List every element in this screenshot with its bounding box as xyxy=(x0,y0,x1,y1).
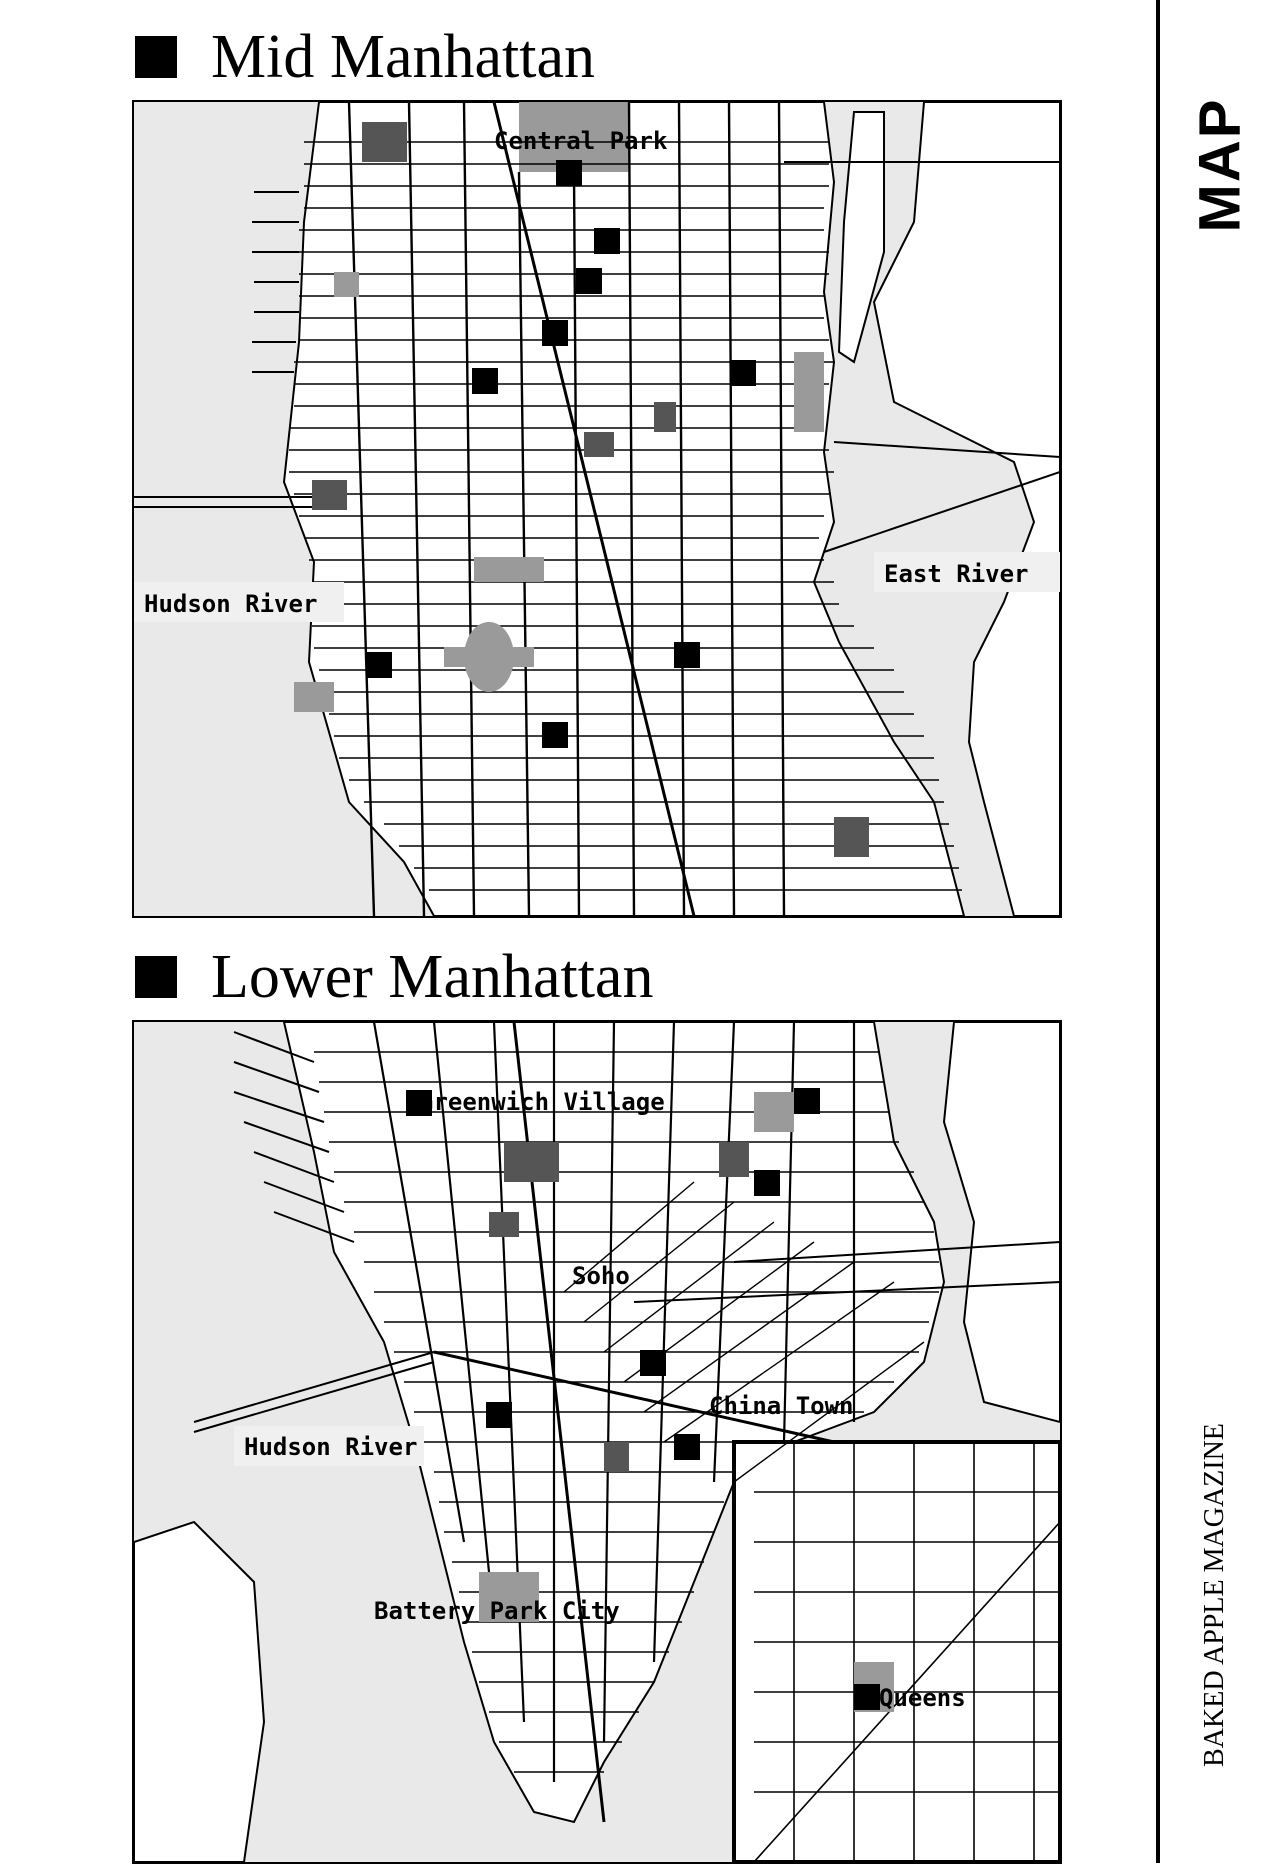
china-town-label: China Town xyxy=(709,1392,854,1420)
poi-marker xyxy=(754,1170,780,1196)
poi-marker xyxy=(472,368,498,394)
brooklyn-land xyxy=(944,1022,1060,1422)
mid-manhattan-heading xyxy=(135,22,595,92)
poi-marker xyxy=(854,1684,880,1710)
poi-marker xyxy=(542,722,568,748)
roosevelt-island xyxy=(839,112,884,362)
queens-label: Queens xyxy=(879,1684,966,1712)
battery-park-city-label: Battery Park City xyxy=(374,1597,620,1625)
poi-marker xyxy=(594,228,620,254)
inset-divider xyxy=(734,1442,1060,1862)
hudson-river-label: Hudson River xyxy=(144,590,318,618)
heading-bullet-square xyxy=(135,36,177,78)
lower-manhattan-title: Lower Manhattan xyxy=(211,943,654,1011)
poi-marker xyxy=(674,642,700,668)
lower-manhattan-heading xyxy=(135,942,653,1012)
publication-credit xyxy=(1185,1395,1245,1795)
poi-marker xyxy=(366,652,392,678)
greenwich-village-label: Greenwich Village xyxy=(419,1088,665,1116)
poi-marker xyxy=(542,320,568,346)
mid-manhattan-title: Mid Manhattan xyxy=(211,23,595,91)
map-section-tab xyxy=(1185,90,1255,240)
sidebar-divider xyxy=(1156,0,1160,1863)
map-tab-label: MAP xyxy=(1187,97,1253,233)
hudson-river-label: Hudson River xyxy=(244,1433,418,1461)
central-park-label: Central Park xyxy=(494,127,668,155)
east-river-label: East River xyxy=(884,560,1029,588)
poi-marker xyxy=(674,1434,700,1460)
poi-marker xyxy=(576,268,602,294)
poi-marker xyxy=(730,360,756,386)
publication-name: BAKED APPLE MAGAZINE xyxy=(1199,1423,1230,1767)
new-jersey-land xyxy=(134,1522,264,1862)
lower-manhattan-map-canvas xyxy=(134,1022,1060,1862)
west-piers xyxy=(252,192,299,372)
poi-marker xyxy=(640,1350,666,1376)
poi-marker xyxy=(794,1088,820,1114)
poi-marker xyxy=(486,1402,512,1428)
heading-bullet-square xyxy=(135,956,177,998)
poi-marker xyxy=(556,160,582,186)
soho-label: Soho xyxy=(572,1262,630,1290)
mid-manhattan-map[interactable] xyxy=(132,100,1062,918)
lower-manhattan-map[interactable] xyxy=(132,1020,1062,1864)
mid-manhattan-map-canvas xyxy=(134,102,1060,916)
